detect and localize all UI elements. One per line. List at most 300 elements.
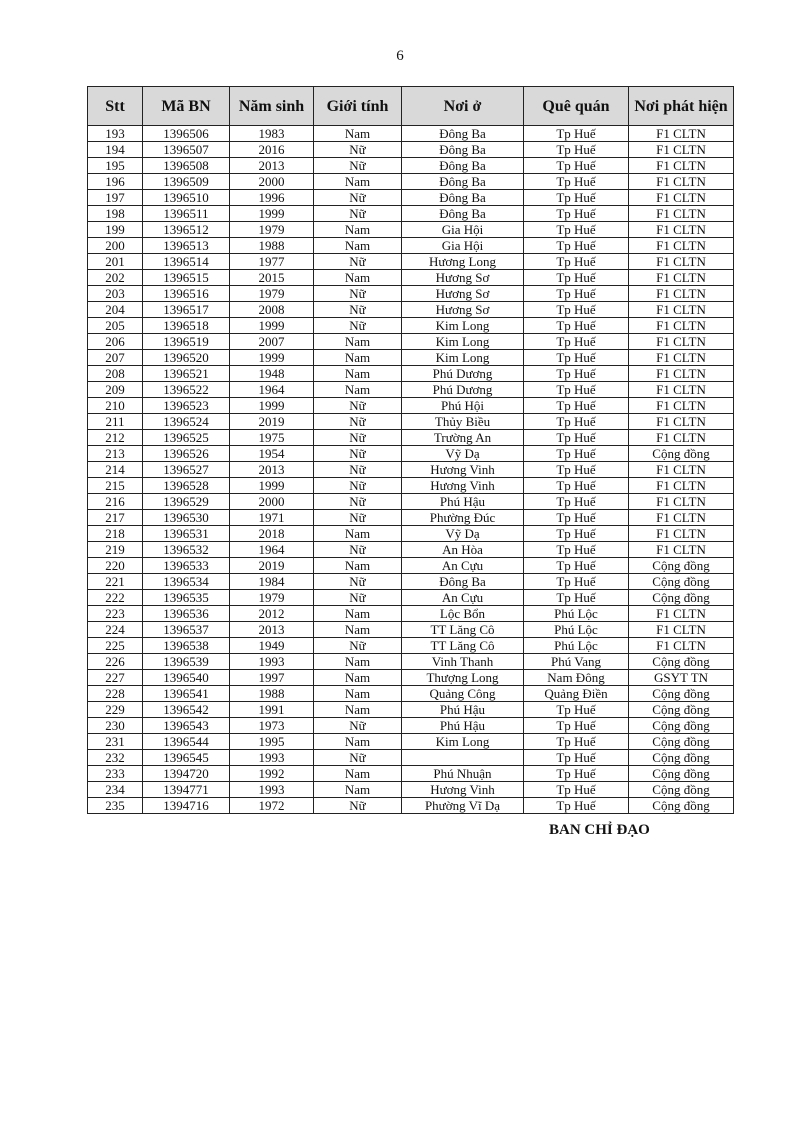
cell-ma-bn: 1396506 xyxy=(143,126,230,142)
cell-nam-sinh: 1954 xyxy=(230,446,314,462)
cell-nam-sinh: 2012 xyxy=(230,606,314,622)
cell-que-quan: Tp Huế xyxy=(524,478,629,494)
cell-noi-o: An Hòa xyxy=(402,542,524,558)
cell-nam-sinh: 1988 xyxy=(230,238,314,254)
cell-ma-bn: 1396541 xyxy=(143,686,230,702)
cell-noi-o: Vỹ Dạ xyxy=(402,526,524,542)
cell-ma-bn: 1396538 xyxy=(143,638,230,654)
cell-stt: 211 xyxy=(88,414,143,430)
cell-noi-o: Vinh Thanh xyxy=(402,654,524,670)
cell-noi-o: Kim Long xyxy=(402,318,524,334)
cell-stt: 204 xyxy=(88,302,143,318)
cell-stt: 227 xyxy=(88,670,143,686)
cell-stt: 208 xyxy=(88,366,143,382)
header-row xyxy=(88,87,734,126)
cell-noi-phat-hien: Cộng đồng xyxy=(629,750,734,766)
cell-nam-sinh: 1979 xyxy=(230,222,314,238)
cell-ma-bn: 1396511 xyxy=(143,206,230,222)
cell-stt: 214 xyxy=(88,462,143,478)
cell-noi-o: Đông Ba xyxy=(402,574,524,590)
cell-stt: 195 xyxy=(88,158,143,174)
cell-que-quan: Tp Huế xyxy=(524,734,629,750)
table-row xyxy=(88,766,734,782)
cell-noi-phat-hien: Cộng đồng xyxy=(629,798,734,814)
cell-gioi-tinh: Nữ xyxy=(314,750,402,766)
cell-noi-o xyxy=(402,750,524,766)
cell-noi-o: Hương Long xyxy=(402,254,524,270)
cell-noi-o: Hương Vinh xyxy=(402,478,524,494)
cell-ma-bn: 1394716 xyxy=(143,798,230,814)
cell-ma-bn: 1396536 xyxy=(143,606,230,622)
cell-noi-o: Đông Ba xyxy=(402,206,524,222)
cell-gioi-tinh: Nam xyxy=(314,606,402,622)
cell-noi-o: Phường Đúc xyxy=(402,510,524,526)
cell-noi-phat-hien: Cộng đồng xyxy=(629,558,734,574)
cell-nam-sinh: 1993 xyxy=(230,782,314,798)
cell-noi-o: Đông Ba xyxy=(402,158,524,174)
cell-que-quan: Tp Huế xyxy=(524,158,629,174)
table-row xyxy=(88,446,734,462)
cell-gioi-tinh: Nam xyxy=(314,766,402,782)
cell-que-quan: Tp Huế xyxy=(524,366,629,382)
cell-stt: 232 xyxy=(88,750,143,766)
table-row xyxy=(88,750,734,766)
cell-noi-phat-hien: F1 CLTN xyxy=(629,638,734,654)
cell-nam-sinh: 1948 xyxy=(230,366,314,382)
cell-stt: 194 xyxy=(88,142,143,158)
cell-ma-bn: 1396523 xyxy=(143,398,230,414)
header-noi-phat-hien: Nơi phát hiện xyxy=(629,87,734,126)
cell-que-quan: Tp Huế xyxy=(524,558,629,574)
cell-noi-phat-hien: F1 CLTN xyxy=(629,222,734,238)
cell-nam-sinh: 2016 xyxy=(230,142,314,158)
cell-gioi-tinh: Nam xyxy=(314,350,402,366)
cell-nam-sinh: 1979 xyxy=(230,590,314,606)
cell-noi-phat-hien: F1 CLTN xyxy=(629,318,734,334)
cell-gioi-tinh: Nữ xyxy=(314,318,402,334)
table-row xyxy=(88,718,734,734)
cell-nam-sinh: 2013 xyxy=(230,462,314,478)
cell-noi-phat-hien: Cộng đồng xyxy=(629,590,734,606)
cell-noi-phat-hien: Cộng đồng xyxy=(629,766,734,782)
cell-nam-sinh: 1999 xyxy=(230,398,314,414)
cell-nam-sinh: 1991 xyxy=(230,702,314,718)
cell-noi-phat-hien: F1 CLTN xyxy=(629,606,734,622)
cell-noi-o: Đông Ba xyxy=(402,126,524,142)
table-row xyxy=(88,702,734,718)
cell-noi-phat-hien: GSYT TN xyxy=(629,670,734,686)
table-row xyxy=(88,542,734,558)
cell-gioi-tinh: Nam xyxy=(314,382,402,398)
cell-stt: 233 xyxy=(88,766,143,782)
cell-ma-bn: 1396522 xyxy=(143,382,230,398)
table-row xyxy=(88,190,734,206)
cell-noi-phat-hien: Cộng đồng xyxy=(629,686,734,702)
cell-nam-sinh: 1988 xyxy=(230,686,314,702)
header-noi-o: Nơi ở xyxy=(402,87,524,126)
page-number: 6 xyxy=(396,48,404,64)
cell-nam-sinh: 1995 xyxy=(230,734,314,750)
cell-gioi-tinh: Nữ xyxy=(314,414,402,430)
cell-noi-phat-hien: Cộng đồng xyxy=(629,718,734,734)
cell-que-quan: Phú Lộc xyxy=(524,638,629,654)
cell-nam-sinh: 1992 xyxy=(230,766,314,782)
cell-stt: 207 xyxy=(88,350,143,366)
cell-que-quan: Tp Huế xyxy=(524,382,629,398)
cell-que-quan: Phú Lộc xyxy=(524,622,629,638)
cell-ma-bn: 1396544 xyxy=(143,734,230,750)
cell-que-quan: Tp Huế xyxy=(524,190,629,206)
cell-noi-o: Kim Long xyxy=(402,734,524,750)
cell-noi-phat-hien: F1 CLTN xyxy=(629,494,734,510)
cell-stt: 205 xyxy=(88,318,143,334)
cell-que-quan: Tp Huế xyxy=(524,286,629,302)
cell-nam-sinh: 1975 xyxy=(230,430,314,446)
cell-noi-phat-hien: Cộng đồng xyxy=(629,574,734,590)
table-row xyxy=(88,558,734,574)
table-row xyxy=(88,798,734,814)
cell-nam-sinh: 1964 xyxy=(230,382,314,398)
cell-nam-sinh: 1999 xyxy=(230,318,314,334)
cell-noi-phat-hien: F1 CLTN xyxy=(629,414,734,430)
cell-gioi-tinh: Nam xyxy=(314,126,402,142)
cell-que-quan: Tp Huế xyxy=(524,702,629,718)
table-body xyxy=(88,126,734,814)
cell-nam-sinh: 1964 xyxy=(230,542,314,558)
table-row xyxy=(88,622,734,638)
cell-gioi-tinh: Nữ xyxy=(314,494,402,510)
cell-nam-sinh: 1979 xyxy=(230,286,314,302)
cell-noi-phat-hien: F1 CLTN xyxy=(629,510,734,526)
cell-noi-o: Đông Ba xyxy=(402,142,524,158)
cell-stt: 200 xyxy=(88,238,143,254)
cell-stt: 234 xyxy=(88,782,143,798)
cell-nam-sinh: 1993 xyxy=(230,654,314,670)
cell-que-quan: Tp Huế xyxy=(524,222,629,238)
cell-que-quan: Tp Huế xyxy=(524,254,629,270)
cell-que-quan: Tp Huế xyxy=(524,718,629,734)
cell-noi-phat-hien: F1 CLTN xyxy=(629,382,734,398)
cell-ma-bn: 1396509 xyxy=(143,174,230,190)
cell-que-quan: Nam Đông xyxy=(524,670,629,686)
cell-ma-bn: 1396513 xyxy=(143,238,230,254)
cell-stt: 215 xyxy=(88,478,143,494)
cell-gioi-tinh: Nữ xyxy=(314,446,402,462)
cell-stt: 209 xyxy=(88,382,143,398)
cell-stt: 213 xyxy=(88,446,143,462)
cell-que-quan: Tp Huế xyxy=(524,542,629,558)
cell-gioi-tinh: Nam xyxy=(314,558,402,574)
cell-stt: 198 xyxy=(88,206,143,222)
cell-gioi-tinh: Nữ xyxy=(314,398,402,414)
cell-nam-sinh: 2019 xyxy=(230,414,314,430)
table-row xyxy=(88,574,734,590)
cell-que-quan: Phú Vang xyxy=(524,654,629,670)
cell-que-quan: Tp Huế xyxy=(524,302,629,318)
cell-noi-o: Quảng Công xyxy=(402,686,524,702)
cell-nam-sinh: 1996 xyxy=(230,190,314,206)
cell-ma-bn: 1396530 xyxy=(143,510,230,526)
cell-noi-o: Lộc Bổn xyxy=(402,606,524,622)
cell-stt: 210 xyxy=(88,398,143,414)
cell-noi-o: Phú Hội xyxy=(402,398,524,414)
cell-gioi-tinh: Nam xyxy=(314,238,402,254)
cell-nam-sinh: 1972 xyxy=(230,798,314,814)
cell-noi-phat-hien: F1 CLTN xyxy=(629,334,734,350)
cell-noi-phat-hien: F1 CLTN xyxy=(629,270,734,286)
cell-que-quan: Tp Huế xyxy=(524,798,629,814)
table-row xyxy=(88,158,734,174)
cell-que-quan: Tp Huế xyxy=(524,174,629,190)
cell-gioi-tinh: Nam xyxy=(314,782,402,798)
table-row xyxy=(88,462,734,478)
cell-stt: 221 xyxy=(88,574,143,590)
table-row xyxy=(88,526,734,542)
cell-nam-sinh: 1997 xyxy=(230,670,314,686)
table-row xyxy=(88,398,734,414)
cell-gioi-tinh: Nam xyxy=(314,174,402,190)
cell-nam-sinh: 1949 xyxy=(230,638,314,654)
cell-que-quan: Tp Huế xyxy=(524,766,629,782)
table-row xyxy=(88,686,734,702)
cell-que-quan: Tp Huế xyxy=(524,590,629,606)
cell-ma-bn: 1396510 xyxy=(143,190,230,206)
cell-noi-o: Hương Sơ xyxy=(402,270,524,286)
cell-noi-o: TT Lăng Cô xyxy=(402,622,524,638)
cell-ma-bn: 1396515 xyxy=(143,270,230,286)
table-row xyxy=(88,638,734,654)
cell-ma-bn: 1396514 xyxy=(143,254,230,270)
cell-gioi-tinh: Nam xyxy=(314,366,402,382)
cell-ma-bn: 1396518 xyxy=(143,318,230,334)
cell-que-quan: Tp Huế xyxy=(524,526,629,542)
cell-nam-sinh: 1993 xyxy=(230,750,314,766)
cell-noi-phat-hien: F1 CLTN xyxy=(629,190,734,206)
cell-noi-o: An Cựu xyxy=(402,558,524,574)
cell-gioi-tinh: Nữ xyxy=(314,638,402,654)
cell-noi-o: Phú Dương xyxy=(402,366,524,382)
cell-noi-o: Phường Vĩ Dạ xyxy=(402,798,524,814)
cell-ma-bn: 1396507 xyxy=(143,142,230,158)
cell-nam-sinh: 2007 xyxy=(230,334,314,350)
cell-que-quan: Tp Huế xyxy=(524,398,629,414)
cell-que-quan: Tp Huế xyxy=(524,750,629,766)
cell-stt: 197 xyxy=(88,190,143,206)
footer-signature: BAN CHỈ ĐẠO xyxy=(549,822,650,838)
cell-noi-phat-hien: Cộng đồng xyxy=(629,446,734,462)
cell-noi-o: TT Lăng Cô xyxy=(402,638,524,654)
table-row xyxy=(88,782,734,798)
cell-ma-bn: 1396526 xyxy=(143,446,230,462)
cell-gioi-tinh: Nam xyxy=(314,622,402,638)
table-row xyxy=(88,654,734,670)
cell-nam-sinh: 1983 xyxy=(230,126,314,142)
cell-gioi-tinh: Nam xyxy=(314,686,402,702)
cell-noi-phat-hien: F1 CLTN xyxy=(629,542,734,558)
cell-noi-phat-hien: F1 CLTN xyxy=(629,286,734,302)
cell-gioi-tinh: Nữ xyxy=(314,542,402,558)
cell-que-quan: Tp Huế xyxy=(524,126,629,142)
cell-gioi-tinh: Nữ xyxy=(314,798,402,814)
cell-gioi-tinh: Nữ xyxy=(314,302,402,318)
cell-ma-bn: 1396539 xyxy=(143,654,230,670)
table-row xyxy=(88,734,734,750)
cell-nam-sinh: 2000 xyxy=(230,494,314,510)
cell-noi-phat-hien: F1 CLTN xyxy=(629,254,734,270)
cell-noi-phat-hien: F1 CLTN xyxy=(629,126,734,142)
cell-stt: 212 xyxy=(88,430,143,446)
cell-que-quan: Tp Huế xyxy=(524,350,629,366)
cell-gioi-tinh: Nam xyxy=(314,670,402,686)
cell-stt: 218 xyxy=(88,526,143,542)
cell-gioi-tinh: Nam xyxy=(314,526,402,542)
cell-que-quan: Tp Huế xyxy=(524,446,629,462)
table-row xyxy=(88,478,734,494)
table-row xyxy=(88,206,734,222)
cell-noi-phat-hien: F1 CLTN xyxy=(629,350,734,366)
cell-gioi-tinh: Nam xyxy=(314,222,402,238)
cell-ma-bn: 1396516 xyxy=(143,286,230,302)
cell-nam-sinh: 1999 xyxy=(230,350,314,366)
cell-gioi-tinh: Nữ xyxy=(314,574,402,590)
cell-gioi-tinh: Nữ xyxy=(314,590,402,606)
cell-stt: 217 xyxy=(88,510,143,526)
cell-ma-bn: 1394720 xyxy=(143,766,230,782)
table-row xyxy=(88,606,734,622)
cell-noi-o: Gia Hội xyxy=(402,238,524,254)
cell-ma-bn: 1396517 xyxy=(143,302,230,318)
cell-stt: 228 xyxy=(88,686,143,702)
table-row xyxy=(88,382,734,398)
table-row xyxy=(88,670,734,686)
cell-ma-bn: 1396537 xyxy=(143,622,230,638)
table-row xyxy=(88,270,734,286)
cell-noi-phat-hien: F1 CLTN xyxy=(629,302,734,318)
cell-nam-sinh: 1999 xyxy=(230,478,314,494)
cell-stt: 225 xyxy=(88,638,143,654)
cell-noi-o: Kim Long xyxy=(402,334,524,350)
cell-noi-o: Trường An xyxy=(402,430,524,446)
cell-que-quan: Tp Huế xyxy=(524,510,629,526)
cell-noi-o: Phú Hậu xyxy=(402,718,524,734)
table-row xyxy=(88,366,734,382)
cell-ma-bn: 1396545 xyxy=(143,750,230,766)
cell-ma-bn: 1396520 xyxy=(143,350,230,366)
cell-noi-phat-hien: F1 CLTN xyxy=(629,478,734,494)
cell-ma-bn: 1396508 xyxy=(143,158,230,174)
cell-noi-o: Phú Nhuận xyxy=(402,766,524,782)
table-row xyxy=(88,238,734,254)
cell-gioi-tinh: Nữ xyxy=(314,718,402,734)
cell-nam-sinh: 2013 xyxy=(230,622,314,638)
cell-noi-o: Đông Ba xyxy=(402,174,524,190)
cell-que-quan: Tp Huế xyxy=(524,462,629,478)
table-row xyxy=(88,590,734,606)
table-row xyxy=(88,350,734,366)
cell-que-quan: Tp Huế xyxy=(524,206,629,222)
header-que-quan: Quê quán xyxy=(524,87,629,126)
cell-que-quan: Tp Huế xyxy=(524,318,629,334)
cell-noi-phat-hien: F1 CLTN xyxy=(629,622,734,638)
cell-noi-phat-hien: F1 CLTN xyxy=(629,174,734,190)
cell-ma-bn: 1396533 xyxy=(143,558,230,574)
cell-noi-o: Vỹ Dạ xyxy=(402,446,524,462)
cell-gioi-tinh: Nữ xyxy=(314,206,402,222)
cell-nam-sinh: 2013 xyxy=(230,158,314,174)
cell-noi-phat-hien: Cộng đồng xyxy=(629,734,734,750)
cell-nam-sinh: 2019 xyxy=(230,558,314,574)
cell-gioi-tinh: Nữ xyxy=(314,478,402,494)
cell-stt: 220 xyxy=(88,558,143,574)
cell-gioi-tinh: Nữ xyxy=(314,158,402,174)
cell-gioi-tinh: Nữ xyxy=(314,462,402,478)
cell-stt: 219 xyxy=(88,542,143,558)
cell-stt: 222 xyxy=(88,590,143,606)
cell-noi-phat-hien: F1 CLTN xyxy=(629,238,734,254)
cell-ma-bn: 1396543 xyxy=(143,718,230,734)
cell-ma-bn: 1396535 xyxy=(143,590,230,606)
cell-gioi-tinh: Nữ xyxy=(314,286,402,302)
cell-ma-bn: 1396512 xyxy=(143,222,230,238)
cell-stt: 201 xyxy=(88,254,143,270)
table-row xyxy=(88,430,734,446)
cell-stt: 193 xyxy=(88,126,143,142)
table-row xyxy=(88,334,734,350)
header-gioi-tinh: Giới tính xyxy=(314,87,402,126)
cell-nam-sinh: 1999 xyxy=(230,206,314,222)
cell-noi-o: Phú Hậu xyxy=(402,702,524,718)
cell-noi-o: Phú Hậu xyxy=(402,494,524,510)
table-row xyxy=(88,510,734,526)
cell-que-quan: Tp Huế xyxy=(524,334,629,350)
cell-noi-phat-hien: Cộng đồng xyxy=(629,702,734,718)
cell-ma-bn: 1396540 xyxy=(143,670,230,686)
cell-gioi-tinh: Nam xyxy=(314,334,402,350)
header-stt: Stt xyxy=(88,87,143,126)
cell-gioi-tinh: Nữ xyxy=(314,510,402,526)
cell-que-quan: Tp Huế xyxy=(524,142,629,158)
cell-noi-o: Hương Vinh xyxy=(402,782,524,798)
cell-noi-o: Kim Long xyxy=(402,350,524,366)
cell-ma-bn: 1396519 xyxy=(143,334,230,350)
cell-stt: 223 xyxy=(88,606,143,622)
cell-nam-sinh: 1977 xyxy=(230,254,314,270)
cell-gioi-tinh: Nữ xyxy=(314,142,402,158)
cell-noi-o: An Cựu xyxy=(402,590,524,606)
cell-nam-sinh: 1971 xyxy=(230,510,314,526)
cell-noi-o: Hương Vinh xyxy=(402,462,524,478)
cell-noi-phat-hien: F1 CLTN xyxy=(629,142,734,158)
cell-stt: 226 xyxy=(88,654,143,670)
cell-stt: 199 xyxy=(88,222,143,238)
cell-nam-sinh: 2018 xyxy=(230,526,314,542)
cell-gioi-tinh: Nam xyxy=(314,702,402,718)
cell-que-quan: Tp Huế xyxy=(524,430,629,446)
cell-noi-phat-hien: F1 CLTN xyxy=(629,398,734,414)
cell-que-quan: Phú Lộc xyxy=(524,606,629,622)
cell-que-quan: Tp Huế xyxy=(524,782,629,798)
cell-noi-o: Phú Dương xyxy=(402,382,524,398)
cell-noi-phat-hien: F1 CLTN xyxy=(629,158,734,174)
cell-ma-bn: 1396542 xyxy=(143,702,230,718)
cell-que-quan: Tp Huế xyxy=(524,270,629,286)
table-row xyxy=(88,142,734,158)
cell-que-quan: Quảng Điền xyxy=(524,686,629,702)
cell-ma-bn: 1396521 xyxy=(143,366,230,382)
table-row xyxy=(88,286,734,302)
table-row xyxy=(88,222,734,238)
cell-stt: 235 xyxy=(88,798,143,814)
